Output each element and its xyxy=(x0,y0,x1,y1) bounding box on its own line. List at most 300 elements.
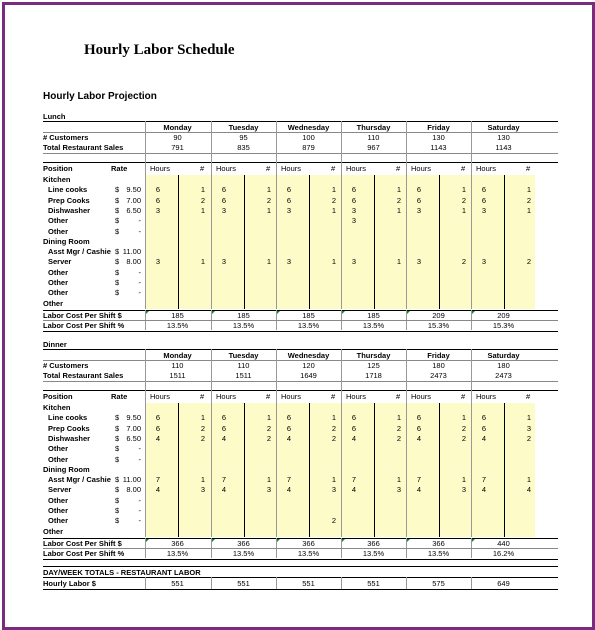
dinner-hours-cell[interactable]: 4 xyxy=(221,433,227,443)
dinner-cost-value: 440 xyxy=(497,538,510,548)
dinner-day-header: Wednesday xyxy=(287,351,330,360)
dinner-rate-value: 9.50 xyxy=(126,413,141,423)
dinner-count-cell[interactable]: 2 xyxy=(461,423,467,433)
dinner-day-header: Thursday xyxy=(356,351,391,360)
dinner-hours-cell[interactable]: 4 xyxy=(481,485,487,495)
dinner-position-name: Server xyxy=(48,485,72,495)
dinner-hours-divider xyxy=(244,403,245,537)
dinner-label: Dinner xyxy=(43,340,67,349)
dinner-top-rule xyxy=(43,349,558,350)
lunch-day-header: Monday xyxy=(163,123,192,132)
lunch-hours-header: Hours xyxy=(411,164,432,173)
dinner-cost-value: 366 xyxy=(432,538,445,548)
dinner-kitchen-label: Kitchen xyxy=(43,403,71,412)
dinner-rate-currency: $ xyxy=(115,485,120,495)
dinner-count-cell[interactable]: 2 xyxy=(266,433,272,443)
lunch-count-cell[interactable]: 1 xyxy=(266,185,272,195)
dinner-position-name: Other xyxy=(48,506,69,515)
lunch-hours-cell[interactable]: 6 xyxy=(481,185,487,195)
lunch-rate-currency: $ xyxy=(115,195,120,205)
dinner-hours-cell[interactable]: 7 xyxy=(416,475,422,485)
dinner-hours-header: Hours xyxy=(281,392,302,401)
dinner-hours-cell[interactable]: 6 xyxy=(221,413,227,423)
lunch-pct-value: 13.5% xyxy=(297,320,320,330)
dinner-hours-cell[interactable]: 6 xyxy=(416,423,422,433)
dinner-count-cell[interactable]: 2 xyxy=(200,423,206,433)
lunch-hours-cell[interactable]: 6 xyxy=(416,185,422,195)
dinner-count-cell[interactable]: 1 xyxy=(526,413,532,423)
dinner-rate-currency: $ xyxy=(115,413,120,423)
dinner-position-name: Other xyxy=(48,454,69,464)
lunch-count-cell[interactable]: 1 xyxy=(331,185,337,195)
lunch-cost-mid-rule xyxy=(43,320,558,321)
lunch-hours-cell[interactable]: 3 xyxy=(351,216,357,226)
dinner-customers-value[interactable]: 125 xyxy=(367,361,380,370)
lunch-count-cell[interactable]: 2 xyxy=(526,195,532,205)
dinner-count-cell[interactable]: 4 xyxy=(526,485,532,495)
lunch-hours-cell[interactable]: 6 xyxy=(155,185,161,195)
dinner-customers-value[interactable]: 110 xyxy=(171,361,184,370)
dinner-count-cell[interactable]: 1 xyxy=(331,475,337,485)
lunch-count-cell[interactable]: 2 xyxy=(200,195,206,205)
dinner-cost-value: 366 xyxy=(302,538,315,548)
dinner-hours-cell[interactable]: 4 xyxy=(416,485,422,495)
dinner-count-cell[interactable]: 2 xyxy=(461,433,467,443)
dinner-day-header: Saturday xyxy=(487,351,520,360)
dinner-rate-value: 11.00 xyxy=(122,475,141,485)
dinner-count-cell[interactable]: 2 xyxy=(331,516,337,526)
lunch-count-cell[interactable]: 1 xyxy=(200,185,206,195)
lunch-hours-cell[interactable]: 6 xyxy=(221,185,227,195)
dinner-count-cell[interactable]: 1 xyxy=(200,475,206,485)
dinner-count-cell[interactable]: 3 xyxy=(461,485,467,495)
lunch-hours-cell[interactable]: 3 xyxy=(221,205,227,215)
dinner-hours-cell[interactable]: 7 xyxy=(286,475,292,485)
dinner-hours-cell[interactable]: 6 xyxy=(286,413,292,423)
lunch-count-cell[interactable]: 2 xyxy=(266,195,272,205)
lunch-hours-cell[interactable]: 3 xyxy=(481,257,487,267)
lunch-count-cell[interactable]: 1 xyxy=(331,205,337,215)
dinner-count-cell[interactable]: 3 xyxy=(331,485,337,495)
lunch-hours-cell[interactable]: 6 xyxy=(286,185,292,195)
lunch-hours-divider xyxy=(244,175,245,309)
dinner-rate-value: 8.00 xyxy=(126,485,141,495)
lunch-rate-currency: $ xyxy=(115,247,120,257)
lunch-count-header: # xyxy=(200,164,205,173)
dinner-hours-cell[interactable]: 7 xyxy=(351,475,357,485)
dinner-sales-value: 2473 xyxy=(430,371,447,380)
totals-divider xyxy=(211,577,212,589)
lunch-cost-value: 185 xyxy=(302,310,315,320)
dinner-count-cell[interactable]: 1 xyxy=(461,413,467,423)
lunch-hours-cell[interactable]: 3 xyxy=(416,205,422,215)
lunch-rate-value: - xyxy=(138,288,141,298)
dinner-hours-cell[interactable]: 6 xyxy=(155,423,161,433)
lunch-hours-cell[interactable]: 3 xyxy=(155,257,161,267)
lunch-customers-value[interactable]: 90 xyxy=(173,133,182,142)
totals-top-rule xyxy=(43,566,558,567)
dinner-customers-value[interactable]: 110 xyxy=(237,361,250,370)
dinner-cost-mid-rule xyxy=(43,548,558,549)
lunch-position-name: Dishwasher xyxy=(48,205,91,215)
lunch-rate-value: - xyxy=(138,267,141,277)
lunch-count-cell[interactable]: 1 xyxy=(526,205,532,215)
lunch-count-cell[interactable]: 1 xyxy=(331,257,337,267)
dinner-hours-cell[interactable]: 6 xyxy=(481,413,487,423)
dinner-position-name: Other xyxy=(48,444,69,454)
dinner-rate-currency: $ xyxy=(115,506,120,515)
totals-title: DAY/WEEK TOTALS - RESTAURANT LABOR xyxy=(43,568,201,577)
dinner-position-name: Other xyxy=(48,495,69,505)
lunch-pct-value: 15.3% xyxy=(492,320,515,330)
dinner-hours-header: Hours xyxy=(216,392,237,401)
lunch-hours-cell[interactable]: 6 xyxy=(481,195,487,205)
lunch-cost-value: 185 xyxy=(171,310,184,320)
lunch-customers-value[interactable]: 130 xyxy=(497,133,510,142)
dinner-count-cell[interactable]: 1 xyxy=(396,413,402,423)
dinner-hours-cell[interactable]: 6 xyxy=(351,423,357,433)
dinner-hours-cell[interactable]: 4 xyxy=(351,433,357,443)
totals-divider xyxy=(145,577,146,589)
dinner-rate-value: - xyxy=(138,506,141,515)
dinner-hours-cell[interactable]: 7 xyxy=(155,475,161,485)
lunch-label: Lunch xyxy=(43,112,66,121)
totals-mid-rule xyxy=(43,577,558,578)
dinner-count-cell[interactable]: 2 xyxy=(331,433,337,443)
dinner-hours-cell[interactable]: 6 xyxy=(481,423,487,433)
dinner-cost-label: Labor Cost Per Shift $ xyxy=(43,538,122,548)
dinner-count-cell[interactable]: 2 xyxy=(396,433,402,443)
dinner-hours-divider xyxy=(309,403,310,537)
lunch-rate-currency: $ xyxy=(115,267,120,277)
dinner-hours-cell[interactable]: 6 xyxy=(155,413,161,423)
lunch-hours-cell[interactable]: 3 xyxy=(286,205,292,215)
lunch-column-divider xyxy=(211,121,212,309)
dinner-hours-cell[interactable]: 4 xyxy=(155,433,161,443)
lunch-rate-value: - xyxy=(138,278,141,287)
dinner-hours-divider xyxy=(374,403,375,537)
lunch-count-cell[interactable]: 1 xyxy=(396,257,402,267)
dinner-rate-value: 6.50 xyxy=(126,433,141,443)
dinner-count-cell[interactable]: 2 xyxy=(266,423,272,433)
lunch-hours-cell[interactable]: 3 xyxy=(286,257,292,267)
lunch-count-cell[interactable]: 1 xyxy=(266,205,272,215)
lunch-rate-value: 6.50 xyxy=(126,205,141,215)
lunch-position-name: Other xyxy=(48,216,69,226)
lunch-hours-cell[interactable]: 3 xyxy=(221,257,227,267)
lunch-pct-value: 15.3% xyxy=(427,320,450,330)
lunch-column-divider xyxy=(276,121,277,309)
dinner-hours-header: Hours xyxy=(476,392,497,401)
dinner-count-cell[interactable]: 3 xyxy=(266,485,272,495)
dinner-rate-currency: $ xyxy=(115,423,120,433)
lunch-rate-currency: $ xyxy=(115,216,120,226)
dinner-column-divider xyxy=(406,349,407,537)
lunch-count-header: # xyxy=(266,164,271,173)
dinner-hours-cell[interactable]: 7 xyxy=(481,475,487,485)
dinner-count-header: # xyxy=(266,392,271,401)
lunch-customers-value[interactable]: 100 xyxy=(302,133,315,142)
dinner-count-cell[interactable]: 1 xyxy=(331,413,337,423)
lunch-day-header: Saturday xyxy=(487,123,520,132)
dinner-count-header: # xyxy=(331,392,336,401)
lunch-cost-value: 185 xyxy=(367,310,380,320)
lunch-position-name: Server xyxy=(48,257,72,267)
dinner-rate-currency: $ xyxy=(115,495,120,505)
lunch-section xyxy=(43,112,558,330)
dinner-sales-value: 1649 xyxy=(300,371,317,380)
dinner-dining-label: Dining Room xyxy=(43,464,90,474)
dinner-rate-currency: $ xyxy=(115,475,120,485)
dinner-hours-cell[interactable]: 4 xyxy=(155,485,161,495)
lunch-position-rule xyxy=(43,162,558,163)
lunch-count-cell[interactable]: 1 xyxy=(200,257,206,267)
lunch-count-cell[interactable]: 1 xyxy=(396,205,402,215)
dinner-count-header: # xyxy=(461,392,466,401)
lunch-hours-header: Hours xyxy=(476,164,497,173)
dinner-hours-cell[interactable]: 4 xyxy=(221,485,227,495)
totals-value: 551 xyxy=(367,579,380,588)
lunch-count-header: # xyxy=(331,164,336,173)
lunch-count-cell[interactable]: 2 xyxy=(526,257,532,267)
dinner-costpct-label: Labor Cost Per Shift % xyxy=(43,548,125,558)
dinner-bottom-rule xyxy=(43,559,558,560)
lunch-count-cell[interactable]: 2 xyxy=(331,195,337,205)
dinner-hours-cell[interactable]: 6 xyxy=(416,413,422,423)
lunch-count-header: # xyxy=(461,164,466,173)
dinner-column-divider xyxy=(471,349,472,537)
projection-title: Hourly Labor Projection xyxy=(43,91,157,102)
lunch-sales-label: Total Restaurant Sales xyxy=(43,143,124,152)
lunch-sales-value: 967 xyxy=(367,143,380,152)
totals-bottom-rule xyxy=(43,589,558,590)
lunch-hours-cell[interactable]: 6 xyxy=(351,195,357,205)
totals-divider xyxy=(341,577,342,589)
lunch-column-divider xyxy=(406,121,407,309)
lunch-sales-value: 791 xyxy=(171,143,184,152)
dinner-hours-divider xyxy=(439,403,440,537)
lunch-cost-value: 185 xyxy=(237,310,250,320)
lunch-count-cell[interactable]: 1 xyxy=(266,257,272,267)
lunch-rate-currency: $ xyxy=(115,226,120,236)
dinner-hours-cell[interactable]: 6 xyxy=(286,423,292,433)
dinner-customers-value[interactable]: 180 xyxy=(497,361,510,370)
lunch-hours-cell[interactable]: 6 xyxy=(416,195,422,205)
dinner-rate-currency: $ xyxy=(115,516,120,526)
dinner-hours-cell[interactable]: 6 xyxy=(351,413,357,423)
lunch-costpct-label: Labor Cost Per Shift % xyxy=(43,320,125,330)
lunch-customers-value[interactable]: 95 xyxy=(239,133,248,142)
lunch-hours-divider xyxy=(309,175,310,309)
dinner-pct-value: 13.5% xyxy=(166,548,189,558)
dinner-column-divider xyxy=(211,349,212,537)
lunch-pct-value: 13.5% xyxy=(232,320,255,330)
lunch-pct-value: 13.5% xyxy=(166,320,189,330)
totals-value: 551 xyxy=(237,579,250,588)
lunch-position-name: Other xyxy=(48,278,69,287)
dinner-position-name: Other xyxy=(43,526,64,536)
dinner-header-rule xyxy=(43,360,558,361)
lunch-rate-currency: $ xyxy=(115,205,120,215)
dinner-count-cell[interactable]: 3 xyxy=(200,485,206,495)
lunch-day-header: Friday xyxy=(427,123,450,132)
lunch-cost-label: Labor Cost Per Shift $ xyxy=(43,310,122,320)
lunch-rate-value: 9.50 xyxy=(126,185,141,195)
lunch-header-rule xyxy=(43,132,558,133)
lunch-customers-value[interactable]: 110 xyxy=(367,133,380,142)
dinner-hours-header: Hours xyxy=(411,392,432,401)
lunch-hours-header: Hours xyxy=(281,164,302,173)
lunch-hours-cell[interactable]: 3 xyxy=(416,257,422,267)
dinner-count-cell[interactable]: 1 xyxy=(526,475,532,485)
dinner-count-cell[interactable]: 1 xyxy=(396,475,402,485)
dinner-sales-value: 1511 xyxy=(169,371,186,380)
dinner-cost-value: 366 xyxy=(171,538,184,548)
dinner-sales-value: 1511 xyxy=(235,371,252,380)
dinner-pct-value: 13.5% xyxy=(362,548,385,558)
totals-row-label: Hourly Labor $ xyxy=(43,579,96,588)
dinner-rate-header: Rate xyxy=(111,392,128,401)
lunch-hours-cell[interactable]: 6 xyxy=(286,195,292,205)
dinner-rate-currency: $ xyxy=(115,454,120,464)
lunch-count-cell[interactable]: 1 xyxy=(461,185,467,195)
lunch-sales-rule xyxy=(43,153,558,154)
dinner-count-cell[interactable]: 1 xyxy=(266,413,272,423)
dinner-count-header: # xyxy=(200,392,205,401)
lunch-sales-value: 1143 xyxy=(495,143,512,152)
dinner-hours-header: Hours xyxy=(346,392,367,401)
dinner-position-name: Prep Cooks xyxy=(48,423,90,433)
dinner-customers-value[interactable]: 120 xyxy=(302,361,315,370)
dinner-position-name: Other xyxy=(48,516,69,526)
lunch-column-divider xyxy=(145,121,146,309)
lunch-rate-currency: $ xyxy=(115,185,120,195)
lunch-bottom-rule xyxy=(43,331,558,332)
lunch-rate-value: - xyxy=(138,216,141,226)
page-title: Hourly Labor Schedule xyxy=(84,42,235,58)
dinner-position-name: Asst Mgr / Cashie xyxy=(48,475,111,485)
dinner-rate-value: - xyxy=(138,495,141,505)
lunch-customers-label: # Customers xyxy=(43,133,89,142)
dinner-count-header: # xyxy=(526,392,531,401)
lunch-count-cell[interactable]: 1 xyxy=(396,185,402,195)
lunch-rate-header: Rate xyxy=(111,164,128,173)
lunch-count-cell[interactable]: 1 xyxy=(526,185,532,195)
lunch-rate-value: 7.00 xyxy=(126,195,141,205)
dinner-sales-rule xyxy=(43,381,558,382)
lunch-hours-divider xyxy=(504,175,505,309)
totals-value: 649 xyxy=(497,579,510,588)
dinner-count-cell[interactable]: 1 xyxy=(266,475,272,485)
dinner-position-name: Line cooks xyxy=(48,413,88,423)
lunch-top-rule xyxy=(43,121,558,122)
dinner-hours-cell[interactable]: 4 xyxy=(286,433,292,443)
dinner-hours-cell[interactable]: 4 xyxy=(286,485,292,495)
dinner-hours-cell[interactable]: 4 xyxy=(481,433,487,443)
dinner-hours-cell[interactable]: 4 xyxy=(416,433,422,443)
lunch-count-cell[interactable]: 2 xyxy=(396,195,402,205)
dinner-count-cell[interactable]: 2 xyxy=(331,423,337,433)
dinner-customers-label: # Customers xyxy=(43,361,89,370)
dinner-position-header: Position xyxy=(43,392,73,401)
lunch-position-name: Other xyxy=(43,298,64,308)
dinner-sales-value: 2473 xyxy=(495,371,512,380)
dinner-count-cell[interactable]: 1 xyxy=(461,475,467,485)
dinner-customers-value[interactable]: 180 xyxy=(432,361,445,370)
lunch-position-name: Other xyxy=(48,226,69,236)
lunch-hours-header: Hours xyxy=(346,164,367,173)
totals-value: 551 xyxy=(171,579,184,588)
dinner-hours-cell[interactable]: 4 xyxy=(351,485,357,495)
totals-divider xyxy=(276,577,277,589)
dinner-count-cell[interactable]: 3 xyxy=(396,485,402,495)
dinner-pct-value: 13.5% xyxy=(232,548,255,558)
dinner-count-cell[interactable]: 2 xyxy=(526,433,532,443)
lunch-count-cell[interactable]: 1 xyxy=(200,205,206,215)
totals-value: 551 xyxy=(302,579,315,588)
totals-divider xyxy=(406,577,407,589)
dinner-pct-value: 13.5% xyxy=(427,548,450,558)
lunch-count-header: # xyxy=(526,164,531,173)
lunch-count-cell[interactable]: 2 xyxy=(461,195,467,205)
dinner-hours-cell[interactable]: 6 xyxy=(221,423,227,433)
dinner-sales-value: 1718 xyxy=(365,371,382,380)
dinner-day-header: Friday xyxy=(427,351,450,360)
lunch-sales-value: 835 xyxy=(237,143,250,152)
lunch-rate-value: 11.00 xyxy=(122,247,141,257)
lunch-hours-header: Hours xyxy=(216,164,237,173)
dinner-section xyxy=(43,340,558,558)
lunch-day-header: Thursday xyxy=(356,123,391,132)
dinner-pct-value: 16.2% xyxy=(492,548,515,558)
lunch-hours-cell[interactable]: 3 xyxy=(351,205,357,215)
lunch-sales-value: 1143 xyxy=(430,143,447,152)
lunch-count-cell[interactable]: 1 xyxy=(461,205,467,215)
lunch-cost-value: 209 xyxy=(497,310,510,320)
lunch-count-cell[interactable]: 2 xyxy=(461,257,467,267)
lunch-rate-currency: $ xyxy=(115,257,120,267)
lunch-hours-divider xyxy=(439,175,440,309)
dinner-count-cell[interactable]: 2 xyxy=(200,433,206,443)
lunch-hours-cell[interactable]: 3 xyxy=(155,205,161,215)
lunch-column-divider xyxy=(341,121,342,309)
totals-section xyxy=(43,566,558,594)
dinner-column-divider xyxy=(341,349,342,537)
lunch-customers-value[interactable]: 130 xyxy=(432,133,445,142)
dinner-cost-value: 366 xyxy=(367,538,380,548)
dinner-day-header: Monday xyxy=(163,351,192,360)
lunch-hours-cell[interactable]: 3 xyxy=(351,257,357,267)
dinner-rate-value: 7.00 xyxy=(126,423,141,433)
dinner-count-cell[interactable]: 2 xyxy=(396,423,402,433)
dinner-hours-cell[interactable]: 7 xyxy=(221,475,227,485)
lunch-hours-cell[interactable]: 6 xyxy=(351,185,357,195)
lunch-count-header: # xyxy=(396,164,401,173)
dinner-rate-value: - xyxy=(138,444,141,454)
lunch-hours-cell[interactable]: 3 xyxy=(481,205,487,215)
lunch-rate-currency: $ xyxy=(115,288,120,298)
lunch-hours-header: Hours xyxy=(150,164,171,173)
lunch-hours-cell[interactable]: 6 xyxy=(155,195,161,205)
lunch-hours-cell[interactable]: 6 xyxy=(221,195,227,205)
dinner-column-divider xyxy=(276,349,277,537)
dinner-hours-divider xyxy=(178,403,179,537)
dinner-sales-label: Total Restaurant Sales xyxy=(43,371,124,380)
lunch-rate-value: 8.00 xyxy=(126,257,141,267)
lunch-hours-divider xyxy=(374,175,375,309)
dinner-count-cell[interactable]: 3 xyxy=(526,423,532,433)
dinner-count-cell[interactable]: 1 xyxy=(200,413,206,423)
